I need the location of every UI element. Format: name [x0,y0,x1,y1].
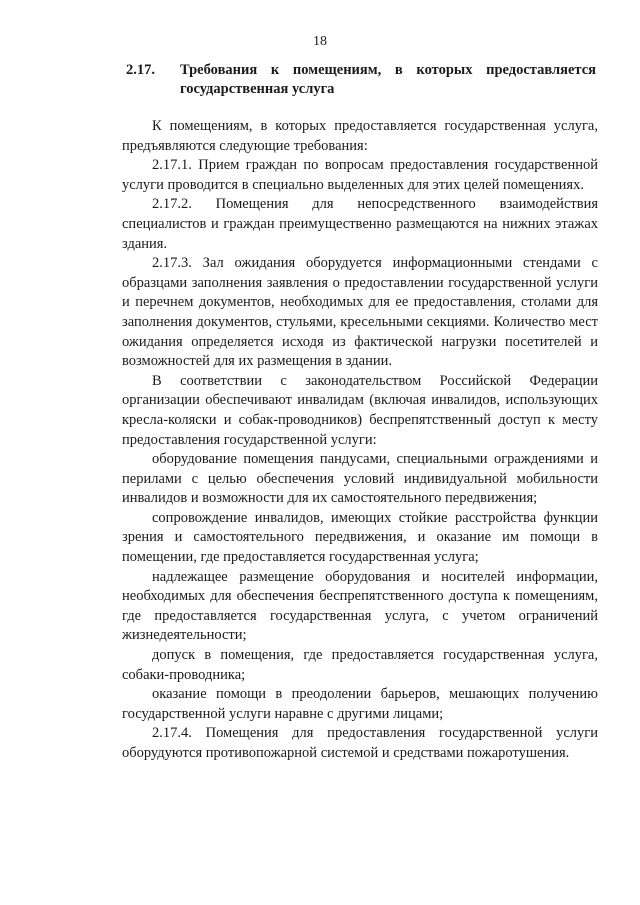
paragraph-guide-dog: допуск в помещения, где предоставляется государственная услуга, собаки-проводника; [122,647,598,683]
paragraph-2-17-4: 2.17.4. Помещения для предоставления государственной услуги оборудуются противопожарной системой и средствами пожаротушения. [122,725,598,761]
section-heading [126,61,596,99]
paragraph-equipment: надлежащее размещение оборудования и носителей информации, необходимых для обеспечения беспрепятственного доступа к помещениям, где предоставляется государственная услуга, с учетом ограничений жизнедеятельности; [122,568,598,644]
section-number: 2.17. [126,62,155,78]
paragraph-2-17-1: 2.17.1. Прием граждан по вопросам предоставления государственной услуги проводится в специально выделенных для этих целей помещениях. [122,157,598,193]
paragraph-intro: К помещениям, в которых предоставляется государственная услуга, предъявляются следующие требования: [122,118,598,154]
paragraph-accessibility: В соответствии с законодательством Российской Федерации организации обеспечивают инвалидам (включая инвалидов, использующих кресла-коляски и собак-проводников) беспрепятственный доступ к месту предоставления государственной услуги: [122,372,598,448]
page-number: 18 [313,34,327,49]
paragraph-ramps: оборудование помещения пандусами, специальными ограждениями и перилами с целью обеспечения условий индивидуальной мобильности инвалидов и возможности для их самостоятельного передвижения; [122,451,598,507]
paragraph-2-17-2: 2.17.2. Помещения для непосредственного взаимодействия специалистов и граждан преимущественно размещаются на нижних этажах здания. [122,196,598,252]
section-title: Требования к помещениям, в которых предоставляется государственная услуга [180,62,596,97]
paragraph-escort: сопровождение инвалидов, имеющих стойкие расстройства функции зрения и самостоятельного передвижения, и оказание им помощи в помещении, где предоставляется государственная услуга; [122,509,598,566]
section-body [122,117,598,764]
paragraph-2-17-3: 2.17.3. Зал ожидания оборудуется информационными стендами с образцами заполнения заявления о предоставлении государственной услуги и перечнем документов, необходимых для ее предоставления, столами для заполнения документов, стульями, кресельными секциями. Количество мест ожидания определяется исходя из фактической нагрузки посетителей и возможностей для их размещения в здании. [122,255,598,370]
paragraph-barriers: оказание помощи в преодолении барьеров, мешающих получению государственной услуги наравне с другими лицами; [122,686,598,722]
